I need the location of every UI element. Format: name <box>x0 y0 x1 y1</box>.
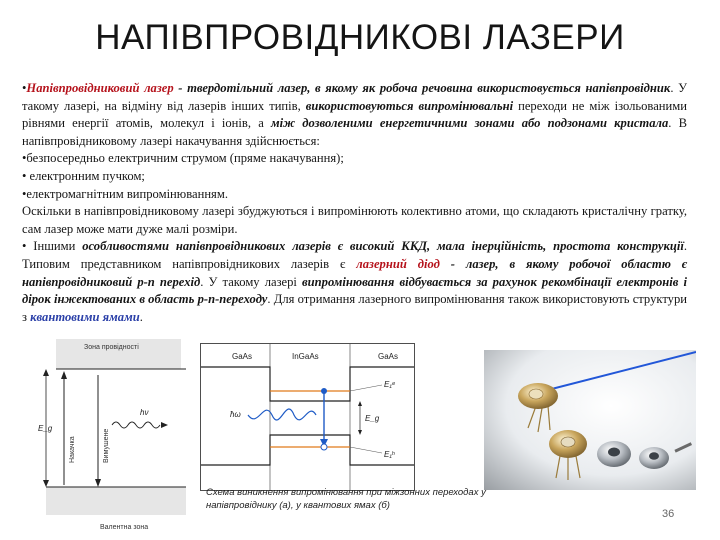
emission-arrow-head <box>95 479 101 487</box>
e1h-label: E₁ʰ <box>384 450 395 459</box>
text-span: . Типовим представником напівпровідникових лазерів є <box>22 239 687 271</box>
material-left: GaAs <box>232 352 253 361</box>
definition-paragraph <box>22 80 687 150</box>
conduction-band-profile <box>201 367 414 401</box>
stimulated-label: Вимушене <box>103 428 110 463</box>
photo-background <box>484 350 696 490</box>
term-quantum-wells: квантовими ямами <box>30 309 140 324</box>
photon-energy-label: ħω <box>230 410 241 419</box>
body-text <box>22 80 687 326</box>
text-span: . У такому лазері, на відміну від лазерів інших типів, <box>22 81 687 113</box>
diode-window <box>561 437 575 447</box>
dash: - <box>173 81 188 95</box>
emphasis-span: використовуються випромінювальні <box>305 98 514 113</box>
text-span: . У такому лазері <box>200 274 303 289</box>
term-semiconductor-laser: Напівпровідниковий лазер <box>26 81 174 95</box>
pumping-list-item: •електромагнітним випромінюванням. <box>22 186 228 201</box>
eg-bracket-top <box>358 401 362 406</box>
hole-dot <box>321 444 327 450</box>
term-laser-diode: лазерний діод <box>356 256 440 271</box>
quantum-well-figure <box>200 343 415 491</box>
eg-arrow-head-down <box>43 480 49 487</box>
e1-leader <box>350 385 382 391</box>
valence-band-profile <box>201 435 414 465</box>
text-span: . <box>139 309 143 324</box>
eg-label: E_g <box>38 424 53 433</box>
electron-dot <box>321 388 327 394</box>
bullet: • <box>22 81 27 95</box>
emphasis-span: між дозволеними енергетичними зонами або подзонами кристала <box>270 116 669 131</box>
page-title: НАПІВПРОВІДНИКОВІ ЛАЗЕРИ <box>95 18 625 57</box>
valence-band-label: Валентна зона <box>100 524 149 531</box>
material-right: GaAs <box>378 352 399 361</box>
emphasis-span: випромінювання відбувається за рахунок рекомбінації електронів і дірок інжектованих в область p-n-переходу <box>22 274 687 307</box>
e1-label: E₁ᵉ <box>384 380 395 389</box>
conduction-band-label: Зона провідності <box>84 344 139 351</box>
figure-caption: Схема виникнення випромінювання при міжзонних переходах у напівпровіднику (а), у квантових ямах (б) <box>206 487 486 511</box>
e1h-leader <box>350 447 382 453</box>
eg-label: E_g <box>365 414 380 423</box>
page-number: 36 <box>662 508 675 520</box>
band-diagram-figure <box>36 335 196 540</box>
pumping-list-item: •безпосередньо електричним струмом (пряме накачування); <box>22 151 344 166</box>
valence-band <box>46 487 186 515</box>
diode-window <box>608 448 620 457</box>
diode-window <box>529 389 543 399</box>
pumping-arrow-head <box>61 371 67 379</box>
text-span: • Іншими <box>22 239 83 254</box>
text-span: переходи не між ізольованими рівнями енергії атомів, молекул і іонів, а <box>22 98 687 131</box>
definition-text: твердотільний лазер, в якому як робоча речовина використовується напівпровідник <box>187 81 671 95</box>
photon-arrow-head <box>161 422 168 428</box>
text-span: . Для отримання лазерного випромінювання також використовують структури з <box>22 292 687 324</box>
pumping-label: Накачка <box>69 436 76 463</box>
features-paragraph <box>22 238 687 326</box>
laser-diodes-photo <box>484 350 696 490</box>
diode-window <box>649 452 659 460</box>
material-middle: InGaAs <box>292 352 319 361</box>
size-paragraph: Оскільки в напівпровідниковому лазері збуджуються і випромінюють колективно атоми, що складають кристалічну гратку, сам лазер може мати дуже малі розміри. <box>22 204 687 236</box>
pumping-list-item: • електронним пучком; <box>22 168 145 183</box>
emphasis-span: - лазер, в якому робочої областю є напівпровідниковий p-n перехід <box>22 256 688 289</box>
photon-wave <box>112 422 160 428</box>
eg-bracket-bottom <box>358 430 362 435</box>
emphasis-span: особливостями напівпровідникових лазерів є високий ККД, мала інерційність, простота конструкції <box>82 239 684 254</box>
eg-arrow-head-up <box>43 369 49 376</box>
photon-energy-label: hν <box>140 408 149 417</box>
text-span: . В напівпровідниковому лазері накачування здійснюється: <box>22 116 688 148</box>
photon-wave <box>248 409 316 420</box>
